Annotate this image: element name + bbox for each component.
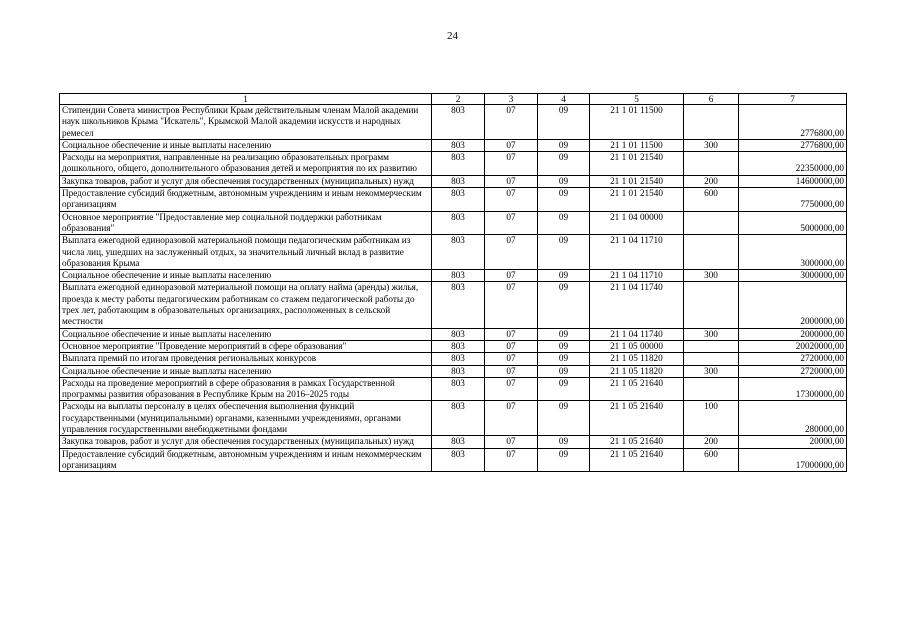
section-code-cell: 07 xyxy=(485,235,538,270)
amount-cell: 17000000,00 xyxy=(739,448,847,472)
section-code-cell: 07 xyxy=(485,211,538,235)
subsection-code-cell: 09 xyxy=(538,235,590,270)
subsection-code-cell: 09 xyxy=(538,188,590,212)
amount-cell: 3000000,00 xyxy=(739,235,847,270)
expense-type-cell xyxy=(684,340,739,352)
expense-type-cell: 100 xyxy=(684,401,739,436)
subsection-code-cell: 09 xyxy=(538,211,590,235)
subsection-code-cell: 09 xyxy=(538,353,590,365)
expense-type-cell: 300 xyxy=(684,139,739,151)
expense-type-cell xyxy=(684,282,739,328)
row-name-cell: Расходы на проведение мероприятий в сфере образования в рамках Государственной программы развития образования в Республике Крым на 2016–2025 годы xyxy=(60,377,432,401)
admin-code-cell: 803 xyxy=(432,282,485,328)
target-article-cell: 21 1 01 21540 xyxy=(590,175,684,187)
table-row xyxy=(60,211,847,235)
table-row xyxy=(60,235,847,270)
table-header-row xyxy=(60,94,847,105)
column-header: 7 xyxy=(739,94,847,105)
target-article-cell: 21 1 01 21540 xyxy=(590,152,684,176)
subsection-code-cell: 09 xyxy=(538,270,590,282)
target-article-cell: 21 1 04 11710 xyxy=(590,270,684,282)
amount-cell: 2000000,00 xyxy=(739,282,847,328)
section-code-cell: 07 xyxy=(485,365,538,377)
subsection-code-cell: 09 xyxy=(538,448,590,472)
target-article-cell: 21 1 05 00000 xyxy=(590,340,684,352)
row-name-cell: Выплата ежегодной единоразовой материальной помощи на оплату найма (аренды) жилья, проезда к месту работы педагогическим работникам со стажем педагогической работы до трех лет, работающим в образовательных организациях, расположенных в сельской местности xyxy=(60,282,432,328)
admin-code-cell: 803 xyxy=(432,175,485,187)
target-article-cell: 21 1 04 11740 xyxy=(590,282,684,328)
table-row xyxy=(60,270,847,282)
table-row xyxy=(60,340,847,352)
subsection-code-cell: 09 xyxy=(538,365,590,377)
target-article-cell: 21 1 01 11500 xyxy=(590,139,684,151)
table-row xyxy=(60,139,847,151)
table-row xyxy=(60,401,847,436)
target-article-cell: 21 1 05 21640 xyxy=(590,436,684,448)
target-article-cell: 21 1 04 00000 xyxy=(590,211,684,235)
admin-code-cell: 803 xyxy=(432,340,485,352)
page-number: 24 xyxy=(447,30,458,42)
expense-type-cell: 300 xyxy=(684,365,739,377)
column-header: 5 xyxy=(590,94,684,105)
amount-cell: 3000000,00 xyxy=(739,270,847,282)
target-article-cell: 21 1 01 11500 xyxy=(590,105,684,140)
target-article-cell: 21 1 05 21640 xyxy=(590,377,684,401)
section-code-cell: 07 xyxy=(485,270,538,282)
section-code-cell: 07 xyxy=(485,377,538,401)
amount-cell: 2720000,00 xyxy=(739,365,847,377)
section-code-cell: 07 xyxy=(485,175,538,187)
section-code-cell: 07 xyxy=(485,105,538,140)
subsection-code-cell: 09 xyxy=(538,175,590,187)
expense-type-cell: 300 xyxy=(684,270,739,282)
admin-code-cell: 803 xyxy=(432,401,485,436)
row-name-cell: Социальное обеспечение и иные выплаты населению xyxy=(60,365,432,377)
expense-type-cell xyxy=(684,152,739,176)
row-name-cell: Стипендии Совета министров Республики Крым действительным членам Малой академии наук школьников Крыма "Искатель", Крымской Малой академии искусств и народных ремесел xyxy=(60,105,432,140)
column-header: 2 xyxy=(432,94,485,105)
amount-cell: 20000,00 xyxy=(739,436,847,448)
table-row xyxy=(60,353,847,365)
target-article-cell: 21 1 04 11740 xyxy=(590,328,684,340)
section-code-cell: 07 xyxy=(485,152,538,176)
section-code-cell: 07 xyxy=(485,282,538,328)
column-header: 1 xyxy=(60,94,432,105)
admin-code-cell: 803 xyxy=(432,328,485,340)
admin-code-cell: 803 xyxy=(432,105,485,140)
expense-type-cell xyxy=(684,353,739,365)
admin-code-cell: 803 xyxy=(432,436,485,448)
amount-cell: 17300000,00 xyxy=(739,377,847,401)
row-name-cell: Предоставление субсидий бюджетным, автономным учреждениям и иным некоммерческим организациям xyxy=(60,188,432,212)
target-article-cell: 21 1 05 11820 xyxy=(590,365,684,377)
subsection-code-cell: 09 xyxy=(538,139,590,151)
amount-cell: 7750000,00 xyxy=(739,188,847,212)
subsection-code-cell: 09 xyxy=(538,436,590,448)
expense-type-cell: 600 xyxy=(684,188,739,212)
budget-table xyxy=(59,93,847,472)
table-row xyxy=(60,328,847,340)
section-code-cell: 07 xyxy=(485,353,538,365)
expense-type-cell xyxy=(684,211,739,235)
row-name-cell: Социальное обеспечение и иные выплаты населению xyxy=(60,139,432,151)
section-code-cell: 07 xyxy=(485,401,538,436)
amount-cell: 22350000,00 xyxy=(739,152,847,176)
subsection-code-cell: 09 xyxy=(538,340,590,352)
amount-cell: 280000,00 xyxy=(739,401,847,436)
expense-type-cell: 300 xyxy=(684,328,739,340)
table-row xyxy=(60,436,847,448)
target-article-cell: 21 1 01 21540 xyxy=(590,188,684,212)
section-code-cell: 07 xyxy=(485,436,538,448)
row-name-cell: Социальное обеспечение и иные выплаты населению xyxy=(60,328,432,340)
section-code-cell: 07 xyxy=(485,139,538,151)
section-code-cell: 07 xyxy=(485,188,538,212)
amount-cell: 2776800,00 xyxy=(739,139,847,151)
amount-cell: 20020000,00 xyxy=(739,340,847,352)
table-row xyxy=(60,282,847,328)
row-name-cell: Закупка товаров, работ и услуг для обеспечения государственных (муниципальных) нужд xyxy=(60,175,432,187)
section-code-cell: 07 xyxy=(485,448,538,472)
amount-cell: 2720000,00 xyxy=(739,353,847,365)
expense-type-cell xyxy=(684,377,739,401)
target-article-cell: 21 1 05 21640 xyxy=(590,448,684,472)
row-name-cell: Основное мероприятие "Предоставление мер социальной поддержки работникам образования" xyxy=(60,211,432,235)
row-name-cell: Расходы на мероприятия, направленные на реализацию образовательных программ дошкольного, общего, дополнительного образования детей и мероприятия по их развитию xyxy=(60,152,432,176)
table-row xyxy=(60,377,847,401)
subsection-code-cell: 09 xyxy=(538,401,590,436)
admin-code-cell: 803 xyxy=(432,353,485,365)
admin-code-cell: 803 xyxy=(432,139,485,151)
subsection-code-cell: 09 xyxy=(538,152,590,176)
amount-cell: 2776800,00 xyxy=(739,105,847,140)
table-row xyxy=(60,365,847,377)
expense-type-cell xyxy=(684,105,739,140)
row-name-cell: Основное мероприятие "Проведение мероприятий в сфере образования" xyxy=(60,340,432,352)
expense-type-cell: 200 xyxy=(684,175,739,187)
admin-code-cell: 803 xyxy=(432,235,485,270)
table-row xyxy=(60,188,847,212)
subsection-code-cell: 09 xyxy=(538,328,590,340)
column-header: 3 xyxy=(485,94,538,105)
column-header: 6 xyxy=(684,94,739,105)
table-row xyxy=(60,105,847,140)
amount-cell: 14600000,00 xyxy=(739,175,847,187)
expense-type-cell: 600 xyxy=(684,448,739,472)
row-name-cell: Социальное обеспечение и иные выплаты населению xyxy=(60,270,432,282)
subsection-code-cell: 09 xyxy=(538,377,590,401)
amount-cell: 5000000,00 xyxy=(739,211,847,235)
row-name-cell: Закупка товаров, работ и услуг для обеспечения государственных (муниципальных) нужд xyxy=(60,436,432,448)
column-header: 4 xyxy=(538,94,590,105)
row-name-cell: Расходы на выплаты персоналу в целях обеспечения выполнения функций государственными (муниципальными) органами, казенными учреждениями, органами управления государственными внебюджетными фондами xyxy=(60,401,432,436)
expense-type-cell xyxy=(684,235,739,270)
table-row xyxy=(60,152,847,176)
admin-code-cell: 803 xyxy=(432,270,485,282)
amount-cell: 2000000,00 xyxy=(739,328,847,340)
admin-code-cell: 803 xyxy=(432,188,485,212)
subsection-code-cell: 09 xyxy=(538,282,590,328)
admin-code-cell: 803 xyxy=(432,377,485,401)
row-name-cell: Предоставление субсидий бюджетным, автономным учреждениям и иным некоммерческим организациям xyxy=(60,448,432,472)
admin-code-cell: 803 xyxy=(432,152,485,176)
section-code-cell: 07 xyxy=(485,328,538,340)
target-article-cell: 21 1 05 21640 xyxy=(590,401,684,436)
admin-code-cell: 803 xyxy=(432,365,485,377)
target-article-cell: 21 1 05 11820 xyxy=(590,353,684,365)
table-row xyxy=(60,448,847,472)
row-name-cell: Выплата премий по итогам проведения региональных конкурсов xyxy=(60,353,432,365)
table-row xyxy=(60,175,847,187)
section-code-cell: 07 xyxy=(485,340,538,352)
admin-code-cell: 803 xyxy=(432,448,485,472)
admin-code-cell: 803 xyxy=(432,211,485,235)
subsection-code-cell: 09 xyxy=(538,105,590,140)
row-name-cell: Выплата ежегодной единоразовой материальной помощи педагогическим работникам из числа лиц, ушедших на заслуженный отдых, за значительный личный вклад в развитие образования Крыма xyxy=(60,235,432,270)
target-article-cell: 21 1 04 11710 xyxy=(590,235,684,270)
expense-type-cell: 200 xyxy=(684,436,739,448)
